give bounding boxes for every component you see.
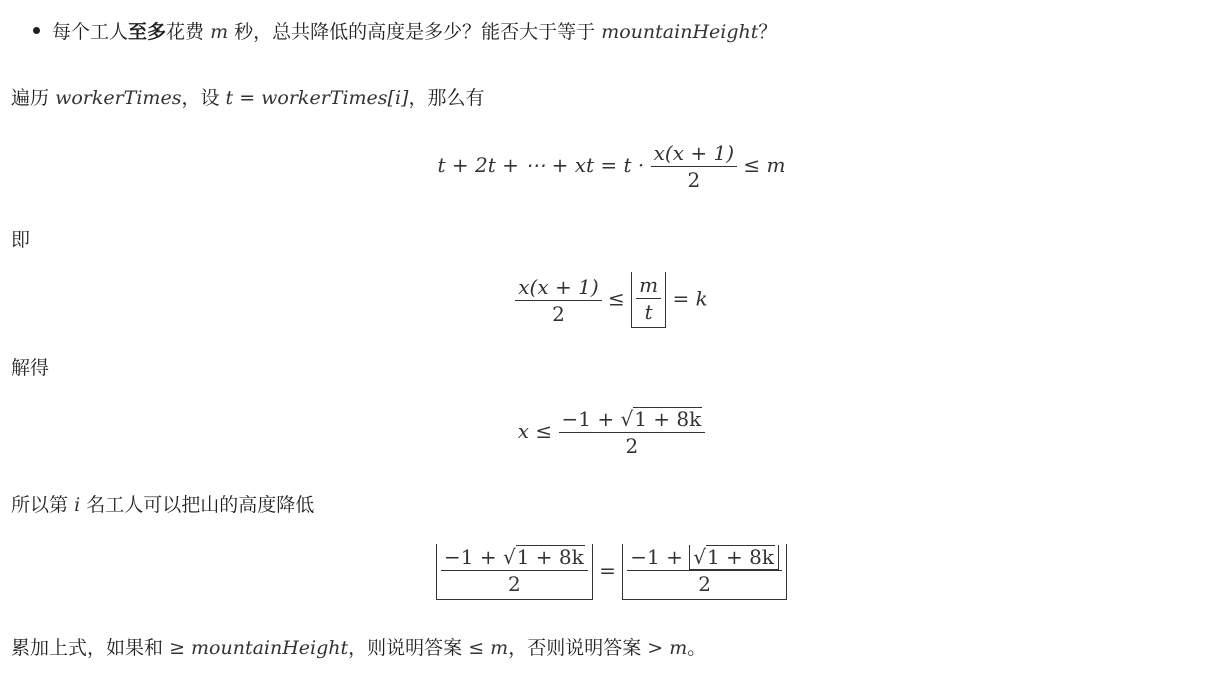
text: 秒，总共降低的高度是多少？能否大于等于 — [234, 21, 596, 43]
paragraph — [11, 634, 706, 662]
text: 所以第 — [11, 494, 69, 516]
inner-floor-bracket — [689, 545, 779, 570]
denominator: 2 — [687, 168, 701, 192]
fraction — [627, 544, 782, 597]
math-var: workerTimes — [55, 87, 182, 109]
equation-3 — [0, 406, 1223, 459]
denominator: 2 — [552, 301, 565, 326]
math-op: ≤ — [608, 286, 625, 311]
fraction — [515, 274, 601, 327]
text: ，否则说明答案 — [508, 637, 642, 659]
math-expr: −1 + — [561, 407, 615, 431]
denominator: t — [644, 300, 653, 324]
text: 名工人可以把山的高度降低 — [86, 494, 315, 516]
math-expr: x ≤ — [517, 419, 553, 443]
floor-bracket — [631, 272, 666, 328]
numerator: x(x + 1) — [651, 140, 737, 167]
denominator: 2 — [698, 572, 711, 596]
text: 即 — [11, 229, 31, 251]
math-var: i — [74, 494, 81, 516]
equation-4 — [0, 544, 1223, 600]
math-expr: −1 + — [443, 545, 497, 569]
radicand: 1 + 8k — [706, 545, 774, 569]
text: 花费 — [166, 21, 205, 43]
text: ，则说明答案 — [348, 637, 463, 659]
numerator — [627, 544, 782, 571]
sqrt-icon: √1 + 8k — [502, 545, 584, 569]
math-expr: t = workerTimes[i] — [225, 87, 409, 109]
floor-bracket — [622, 544, 787, 600]
text: 遍历 — [11, 87, 50, 109]
fraction — [651, 140, 737, 193]
bullet-item — [33, 18, 777, 46]
paragraph — [11, 354, 49, 382]
text: ，那么有 — [408, 87, 485, 109]
radicand: 1 + 8k — [634, 407, 702, 431]
math-expr: −1 + — [630, 545, 683, 569]
denominator: 2 — [508, 572, 521, 596]
fraction — [559, 406, 706, 459]
math-expr: > m — [647, 637, 688, 659]
fraction — [636, 272, 661, 325]
math-var: mountainHeight — [601, 21, 759, 43]
text: 解得 — [11, 357, 50, 379]
math-expr: = k — [672, 286, 708, 311]
math-op: = — [599, 558, 616, 583]
denominator: 2 — [625, 434, 639, 458]
text: ，设 — [181, 87, 220, 109]
paragraph — [11, 84, 484, 112]
floor-bracket — [436, 544, 593, 600]
numerator — [441, 544, 588, 571]
text: 累加上式，如果和 — [11, 637, 164, 659]
equation-2 — [0, 272, 1223, 328]
math-expr: t + 2t + ⋯ + xt = t · — [437, 153, 645, 177]
math-expr: ≤ m — [743, 153, 786, 177]
equation-1 — [0, 140, 1223, 193]
numerator — [559, 406, 706, 433]
text: 。 — [687, 637, 707, 659]
numerator: x(x + 1) — [515, 274, 601, 301]
math-expr: ≥ mountainHeight — [169, 637, 349, 659]
bold-text: 至多 — [128, 21, 167, 43]
sqrt-icon: √1 + 8k — [693, 545, 774, 569]
bullet-dot-icon — [33, 27, 40, 34]
math-expr: ≤ m — [468, 637, 509, 659]
text: ？ — [758, 21, 778, 43]
text: 每个工人 — [52, 21, 129, 43]
math-var: m — [210, 21, 229, 43]
fraction — [441, 544, 588, 597]
sqrt-icon: √1 + 8k — [620, 407, 702, 431]
paragraph — [11, 226, 30, 254]
paragraph — [11, 491, 314, 519]
radicand: 1 + 8k — [516, 545, 584, 569]
numerator: m — [636, 272, 661, 299]
